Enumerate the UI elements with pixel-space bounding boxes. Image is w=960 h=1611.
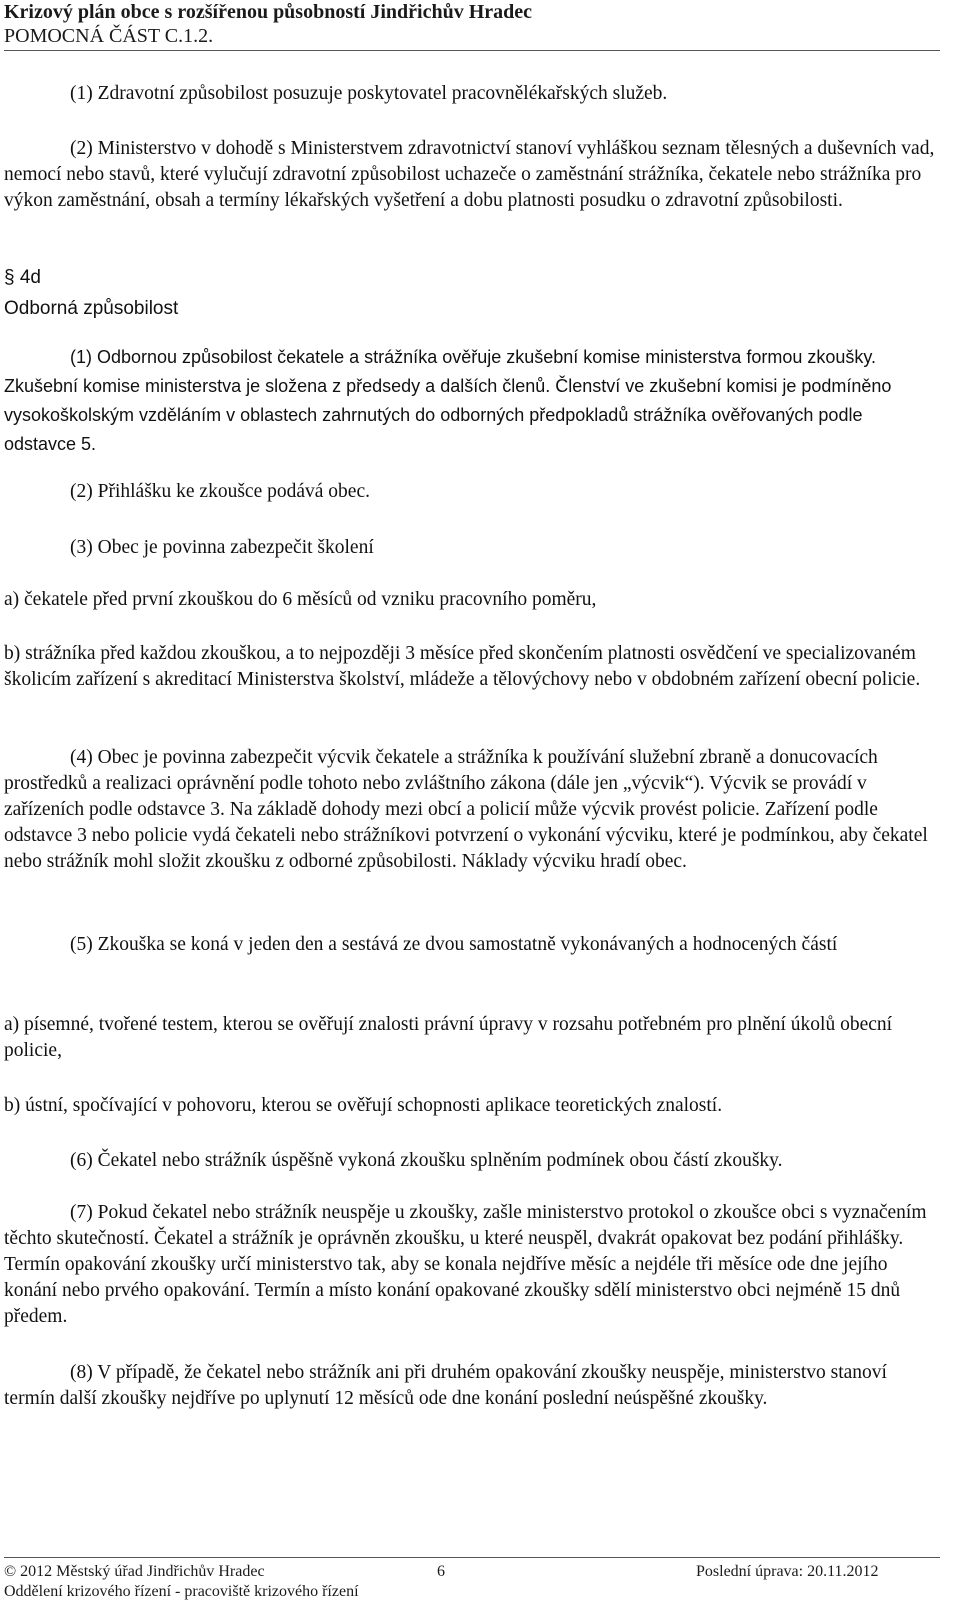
footer-copyright: © 2012 Městský úřad Jindřichův Hradec [4, 1563, 265, 1580]
section-title: Odborná způsobilost [4, 298, 179, 319]
page-header [4, 0, 944, 48]
paragraph-2: (2) Ministerstvo v dohodě s Ministerstvem zdravotnictví stanoví vyhláškou seznam tělesných a duševních vad, nemocí nebo stavů, které vylučují zdravotní způsobilost uchazeče o zaměstnání strážníka, čekatele nebo strážníka pro výkon zaměstnání, obsah a termíny lékařských vyšetření a dobu platnosti posudku o zdravotní způsobilosti. [4, 138, 935, 211]
header-subtitle: POMOCNÁ ČÁST C.1.2. [4, 25, 214, 47]
footer-divider [4, 1557, 940, 1558]
footer-page-number: 6 [437, 1563, 445, 1580]
section-paragraph-3b: b) strážníka před každou zkouškou, a to nejpozději 3 měsíce před skončením platnosti osvědčení ve specializovaném školicím zařízení s akreditací Ministerstva školství, mládeže a tělovýchovy nebo v obdobném zařízení obecní policie. [4, 643, 921, 690]
section-paragraph-7: (7) Pokud čekatel nebo strážník neuspěje u zkoušky, zašle ministerstvo protokol o zkoušce obci s vyznačením těchto skutečností. Čekatel a strážník je oprávněn zkoušku, u které neuspěl, dvakrát opakovat bez podání přihlášky. Termín opakování zkoušky určí ministerstvo tak, aby se konala nejdříve měsíc a nejdéle tři měsíce ode dne jejího konání nebo prvého opakování. Termín a místo konání opakované zkoušky sdělí ministerstvo obci nejméně 15 dnů předem. [4, 1202, 927, 1327]
header-divider [4, 50, 940, 51]
section-paragraph-1: (1) Odbornou způsobilost čekatele a strážníka ověřuje zkušební komise ministerstva formou zkoušky. Zkušební komise ministerstva je složena z předsedy a dalších členů. Členství ve zkušební komisi je podmíněno vysokoškolským vzděláním v oblastech zahrnutých do odborných předpokladů strážníka ověřovaných podle odstavce 5. [4, 347, 892, 454]
section-paragraph-6: (6) Čekatel nebo strážník úspěšně vykoná zkoušku splněním podmínek obou částí zkoušky. [70, 1150, 783, 1171]
section-paragraph-4: (4) Obec je povinna zabezpečit výcvik čekatele a strážníka k používání služební zbraně a donucovacích prostředků a realizaci oprávnění podle tohoto nebo zvláštního zákona (dále jen „výcvik“). Výcvik se provádí v zařízeních podle odstavce 3. Na základě dohody mezi obcí a policií může výcvik provést policie. Zařízení podle odstavce 3 nebo policie vydá čekateli nebo strážníkovi potvrzení o vykonání výcviku, které je podmínkou, aby čekatel nebo strážník mohl složit zkoušku z odborné způsobilosti. Náklady výcviku hradí obec. [4, 747, 928, 872]
footer-last-update: Poslední úprava: 20.11.2012 [696, 1563, 879, 1580]
section-paragraph-5a: a) písemné, tvořené testem, kterou se ověřují znalosti právní úpravy v rozsahu potřebném pro plnění úkolů obecní policie, [4, 1014, 893, 1061]
header-title: Krizový plán obce s rozšířenou působností Jindřichův Hradec [4, 1, 533, 23]
section-mark: § 4d [4, 267, 41, 288]
paragraph-1: (1) Zdravotní způsobilost posuzuje poskytovatel pracovnělékařských služeb. [70, 83, 668, 104]
footer-department: Oddělení krizového řízení - pracoviště krizového řízení [4, 1583, 359, 1600]
section-paragraph-3a: a) čekatele před první zkouškou do 6 měsíců od vzniku pracovního poměru, [4, 589, 597, 610]
section-paragraph-2: (2) Přihlášku ke zkoušce podává obec. [70, 481, 370, 502]
section-paragraph-5: (5) Zkouška se koná v jeden den a sestává ze dvou samostatně vykonávaných a hodnocených částí [70, 934, 838, 955]
section-paragraph-5b: b) ústní, spočívající v pohovoru, kterou se ověřují schopnosti aplikace teoretických znalostí. [4, 1095, 723, 1116]
section-paragraph-8: (8) V případě, že čekatel nebo strážník ani při druhém opakování zkoušky neuspěje, ministerstvo stanoví termín další zkoušky nejdříve po uplynutí 12 měsíců ode dne konání poslední neúspěšné zkoušky. [4, 1362, 887, 1409]
section-paragraph-3: (3) Obec je povinna zabezpečit školení [70, 537, 374, 558]
